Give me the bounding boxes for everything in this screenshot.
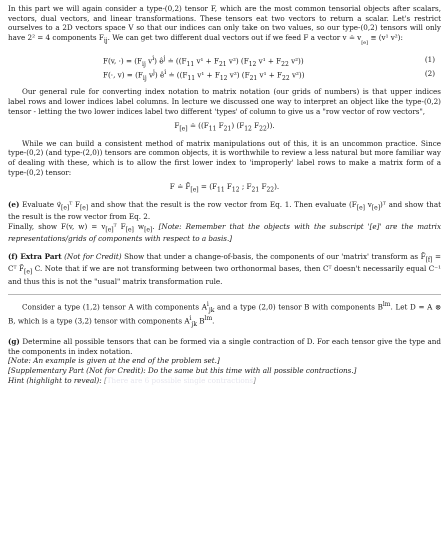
part-g-hint-label: Hint (highlight to reveal): — [8, 375, 102, 385]
part-e-finally: Finally, show F(v, $w) = v_{[e]}ᵀ$ $F_{[e]}$ $w_{[e]}$. — [8, 221, 155, 234]
equation-2 — [8, 67, 441, 81]
equation-row-of-rows-body: $F_{[e]}$ ≐ (($F_{11}$ $F_{21}$) ($F_{12}$ $F_{22}$)). — [174, 121, 275, 133]
part-f-text: Show that under a change-of-basis, the components of our 'matrix' transform as $F̃_{[f]}$ = Cᵀ $F̃_{[e]}$ C. Note that if we are not transforming between two orthonormal bases, then Cᵀ doesn't necessarily equal C⁻¹ and thus this is not the "usual" matrix transformation rule. — [8, 251, 441, 286]
part-g: (g) Determine all possible tensors that can be formed via a single contraction of D. For each tensor give the type and the components in index notation. [Note: An example is given at the end of the problem set.] [Supplementary Part (Not for Credit): Do the same but this time with all possible contractions.] Hint (highlight to reveal): [There are 6 possible single contractions] — [8, 337, 441, 385]
hidden-hint-text[interactable]: There are 6 possible single contractions — [106, 375, 254, 385]
part-g-text: Determine all possible tensors that can be formed via a single contraction of D. For each tensor give the type and the components in index notation. — [8, 337, 441, 356]
equation-1 — [8, 53, 441, 67]
part-e-label: (e) — [8, 199, 20, 209]
equation-2-number: (2) — [424, 69, 435, 79]
part-g-supplementary: [Supplementary Part (Not for Credit): Do the same but this time with all possible contractions.] — [8, 366, 357, 376]
index-notation-paragraph: Our general rule for converting index notation to matrix notation (our grids of numbers) is that upper indices label rows and lower indices label columns. In lecture we discussed one way to interpret an object like the type-(0,2) tensor - letting the two lower indices label two different 'types' of column to give us a "row vector of row vectors", — [8, 87, 441, 116]
matrix-form-paragraph: While we can build a consistent method of matrix manipulations out of this, it is an uncommon practice. Since type-(0,2) (and type-(2,0)) tensors are common objects, it is worthwhile to review a less natural but more familiar way of dealing with these, which is to allow the first lower index to 'improperly' label rows to make a matrix form of a type-(0,2) tensor: — [8, 138, 441, 177]
part-f-label: (f) — [8, 251, 18, 261]
part-g-label: (g) — [8, 337, 20, 347]
part-e-note: [Note: Remember that the objects with the subscript '[e]' are the matrix representations/grids of components with respect to a basis.] — [8, 221, 441, 244]
part-g-note: [Note: An example is given at the end of the problem set.] — [8, 356, 220, 366]
part-f-credit: (Not for Credit) — [64, 251, 122, 261]
equation-matrix-form — [8, 182, 441, 194]
equation-1-number: (1) — [424, 55, 435, 65]
tensor-product-paragraph: Consider a type (1,2) tensor A with components $A^i_{jk}$ and a type (2,0) tensor B with components $B^{lm}$. Let D = A ⊗ B, which is a type (3,2) tensor with components $A^i_{jk}$ $B^{lm}$. — [8, 301, 442, 329]
equation-2-body: F(·, $v) = (F_{ij}$ $v^j$) $ê^i$ ≐ (($F_{11}$ $v^1 + F_{12}$ v²) ($F_{21}$ $v^1 + F_{22}$ v²)) — [103, 69, 305, 83]
equation-matrix-form-body: F ≐ $F̃_{[e]} = (F_{11}$ $F_{12}$ ; $F_{21}$ $F_{22}$). — [169, 182, 280, 194]
equation-row-of-rows — [8, 121, 441, 133]
part-f — [8, 252, 441, 287]
part-f-title: Extra Part — [20, 251, 62, 261]
part-e-text: Evaluate $v⃗_{[e]}ᵀ$ $F_{[e]}$ and show that the result is the row vector from Eq. 1. Then evaluate ($F_{[e]}$ $v_{[e]})ᵀ$ and show that the result is the row vector from Eq. 2. — [8, 199, 441, 222]
intro-paragraph: In this part we will again consider a type-(0,2) tensor F, which are the most common tensorial objects after scalars, vectors, dual vectors, and linear transformations. These tensors eat two vectors to return a scalar. Let's restrict ourselves to a 2D vectors space V so that our indices can only take on two values, so our type-(0,2) tensors will only have 2² = 4 components $F_{ij}$. We can get two different dual vectors out if we feed F a vector v ≐ $v_{_{[e]}} \equiv (v^1$ v²): — [8, 4, 441, 47]
section-divider — [8, 294, 441, 295]
equation-1-body: F(v, ·) = ($F_{ij}$ $v^i$) $ê^j$ ≐ (($F_{11}$ $v^1 + F_{21}$ v²) ($F_{12}$ $v^1 + F_{22}$ v²)) — [103, 55, 304, 69]
part-e — [8, 200, 441, 244]
